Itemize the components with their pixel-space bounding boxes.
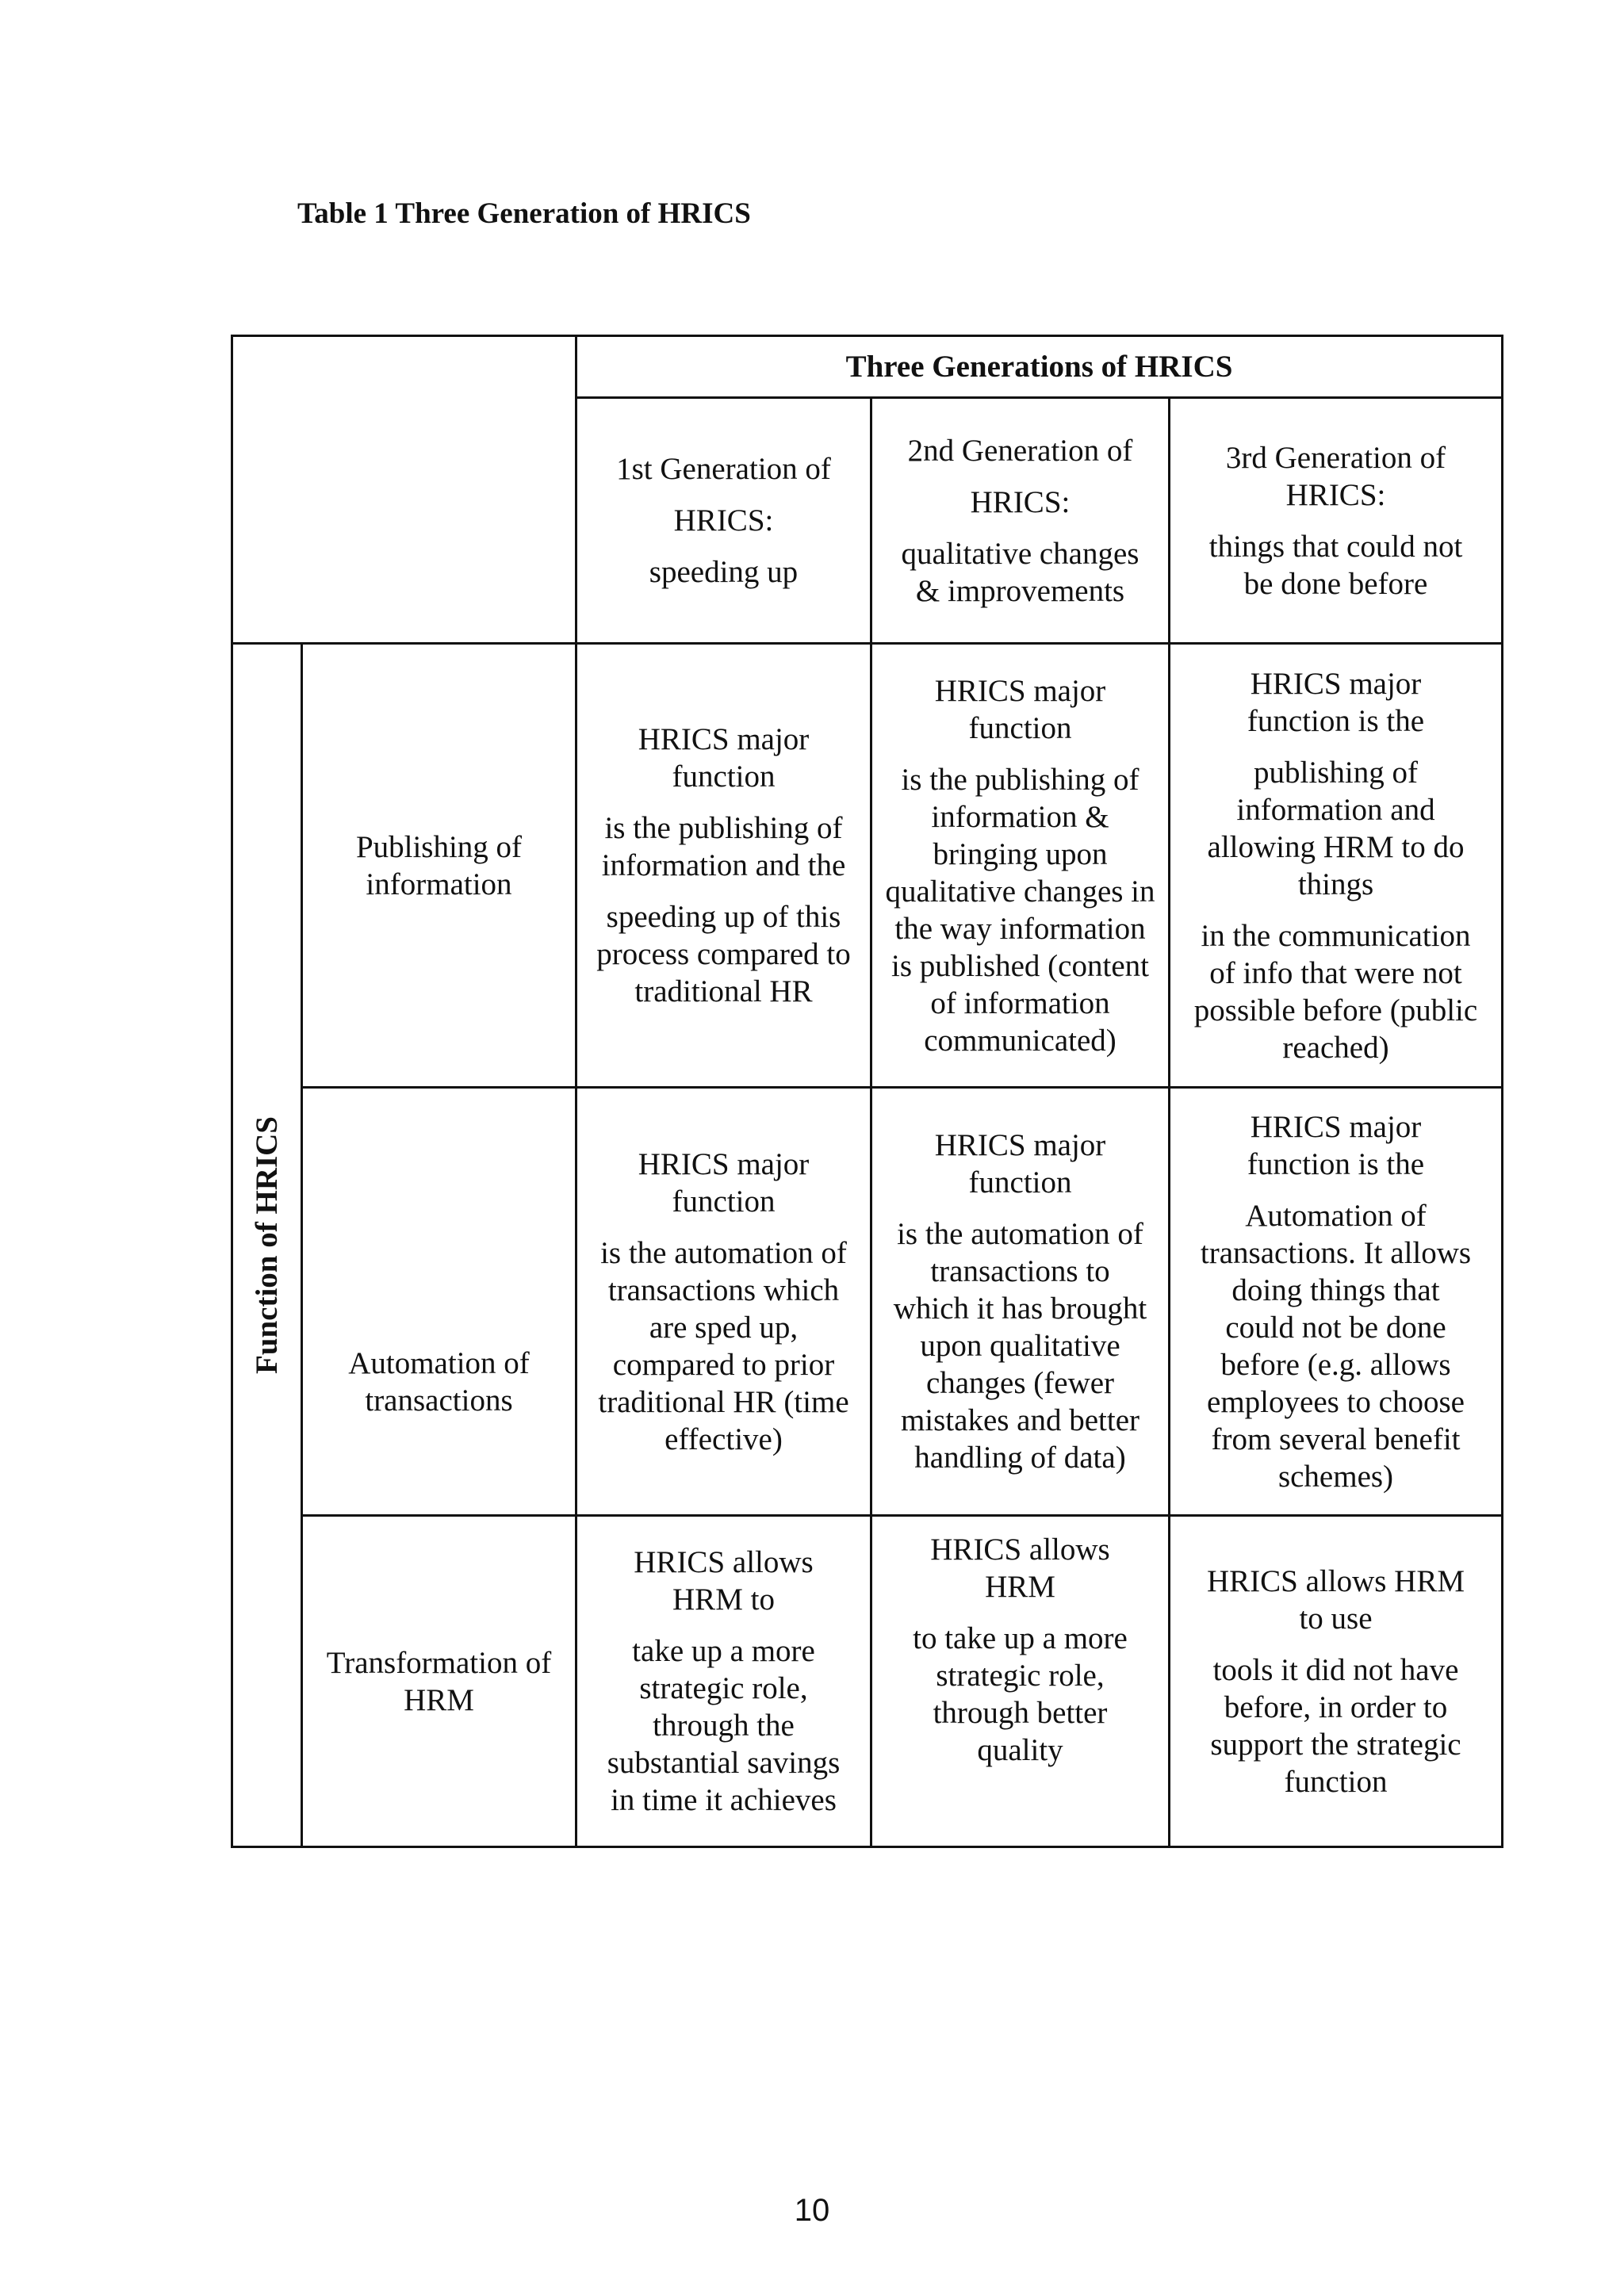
cell-line: communicated) [924,1023,1116,1058]
cell-line: reached) [1282,1030,1389,1065]
table-caption: Table 1 Three Generation of HRICS [297,197,751,230]
cell-line: Automation of [1245,1198,1427,1233]
cell-line: effective) [665,1422,783,1456]
header-line: things that could not [1208,529,1463,564]
cell-line: to use [1299,1601,1373,1636]
cell-line: before, in order to [1224,1689,1448,1724]
cell-line: traditional HR (time [598,1384,849,1419]
cell-line: function [1284,1764,1388,1799]
row-label-line: HRM [404,1682,474,1717]
cell-line: of info that were not [1209,955,1462,990]
table-cell [871,644,1170,1088]
cell-line: schemes) [1277,1459,1394,1494]
row-label-line: Automation of [348,1346,530,1380]
row-label [302,1088,576,1516]
cell-line: changes (fewer [925,1366,1115,1400]
cell-line: transactions. It allows [1200,1235,1472,1270]
cell-line: allowing HRM to do [1207,829,1465,864]
cell-line: HRICS allows [634,1545,814,1579]
cell-line: transactions to [930,1254,1110,1288]
cell-line: strategic role, [639,1671,808,1705]
table-cell [871,1516,1170,1847]
cell-line: doing things that [1231,1272,1440,1307]
cell-line: upon qualitative [920,1329,1120,1363]
table-cell [576,1516,871,1847]
row-group-label: Function of HRICS [250,1115,284,1375]
cell-line: qualitative changes in [885,874,1155,909]
table-cell [576,1088,871,1516]
page-number: 10 [794,2193,830,2228]
cell-line: information & [931,799,1109,834]
cell-line: HRM [985,1570,1055,1604]
cell-line: HRICS allows HRM [1206,1563,1465,1598]
table-cell [1170,1088,1503,1516]
column-header [871,398,1170,644]
cell-line: function is the [1247,1146,1425,1181]
cell-line: publishing of [1254,755,1418,790]
column-header [576,398,871,644]
cell-line: possible before (public [1193,993,1478,1027]
table-cell [1170,1516,1503,1847]
cell-line: from several benefit [1211,1422,1461,1456]
cell-line: speeding up of this [606,900,841,934]
cell-line: traditional HR [634,974,813,1008]
row-group-label-cell [232,644,302,1847]
row-label-line: Publishing of [355,829,523,864]
cell-line: is the publishing of [604,811,843,845]
row-label-line: transactions [365,1383,513,1418]
hrics-table [231,335,1503,1848]
row-label [302,644,576,1088]
cell-line: support the strategic [1210,1727,1461,1762]
cell-line: HRICS major [1250,666,1422,701]
cell-line: things [1297,867,1374,901]
header-line: HRICS: [970,484,1071,519]
header-line: speeding up [649,555,799,589]
cell-line: function [672,1184,776,1219]
empty-corner-cell [232,336,576,644]
cell-line: through the [653,1709,795,1743]
cell-line: HRICS major [638,722,810,756]
cell-line: information and the [601,848,846,882]
cell-line: function [968,710,1072,745]
row-label [302,1516,576,1847]
column-header [1170,398,1503,644]
cell-line: are sped up, [649,1310,799,1345]
cell-line: in the communication [1201,918,1471,953]
header-line: be done before [1243,566,1428,601]
cell-line: bringing upon [933,836,1108,871]
cell-line: HRICS major [638,1146,810,1181]
cell-line: to take up a more [913,1621,1128,1655]
cell-line: employees to choose [1207,1384,1465,1419]
header-line: 1st Generation of [616,452,831,486]
group-header: Three Generations of HRICS [576,336,1503,398]
cell-line: which it has brought [893,1292,1147,1326]
row-label-line: Transformation of [326,1645,552,1680]
table-cell [871,1088,1170,1516]
cell-line: function [968,1165,1072,1200]
cell-line: before (e.g. allows [1220,1347,1451,1382]
cell-line: through better [933,1696,1108,1730]
row-label-line: information [366,867,512,901]
header-line: HRICS: [673,503,774,538]
cell-line: quality [977,1733,1063,1767]
cell-line: function [672,760,776,794]
header-line: HRICS: [1285,477,1386,512]
table-cell [576,644,871,1088]
cell-line: mistakes and better [900,1403,1140,1437]
cell-line: HRICS major [934,673,1106,708]
cell-line: is the publishing of [901,762,1139,797]
cell-line: function is the [1247,703,1425,738]
cell-line: the way information [894,911,1146,946]
cell-line: information and [1236,792,1435,827]
cell-line: is published (content [891,948,1149,983]
cell-line: is the automation of [897,1217,1143,1251]
cell-line: HRM to [672,1582,775,1617]
table-cell [1170,644,1503,1088]
header-line: 3rd Generation of [1225,440,1446,475]
cell-line: HRICS major [1250,1109,1422,1144]
cell-line: could not be done [1225,1310,1446,1345]
cell-line: substantial savings [607,1746,841,1780]
cell-line: of information [930,985,1110,1020]
cell-line: transactions which [607,1272,840,1307]
header-line: qualitative changes [901,536,1139,571]
cell-line: take up a more [632,1634,815,1668]
header-line: & improvements [915,573,1125,608]
cell-line: strategic role, [936,1659,1105,1693]
cell-line: tools it did not have [1212,1652,1459,1687]
cell-line: compared to prior [612,1347,835,1382]
cell-line: handling of data) [914,1441,1126,1475]
cell-line: HRICS major [934,1128,1106,1162]
cell-line: is the automation of [600,1235,847,1270]
cell-line: in time it achieves [611,1783,837,1817]
cell-line: process compared to [596,937,851,971]
cell-line: HRICS allows [930,1533,1110,1567]
header-line: 2nd Generation of [907,433,1133,468]
